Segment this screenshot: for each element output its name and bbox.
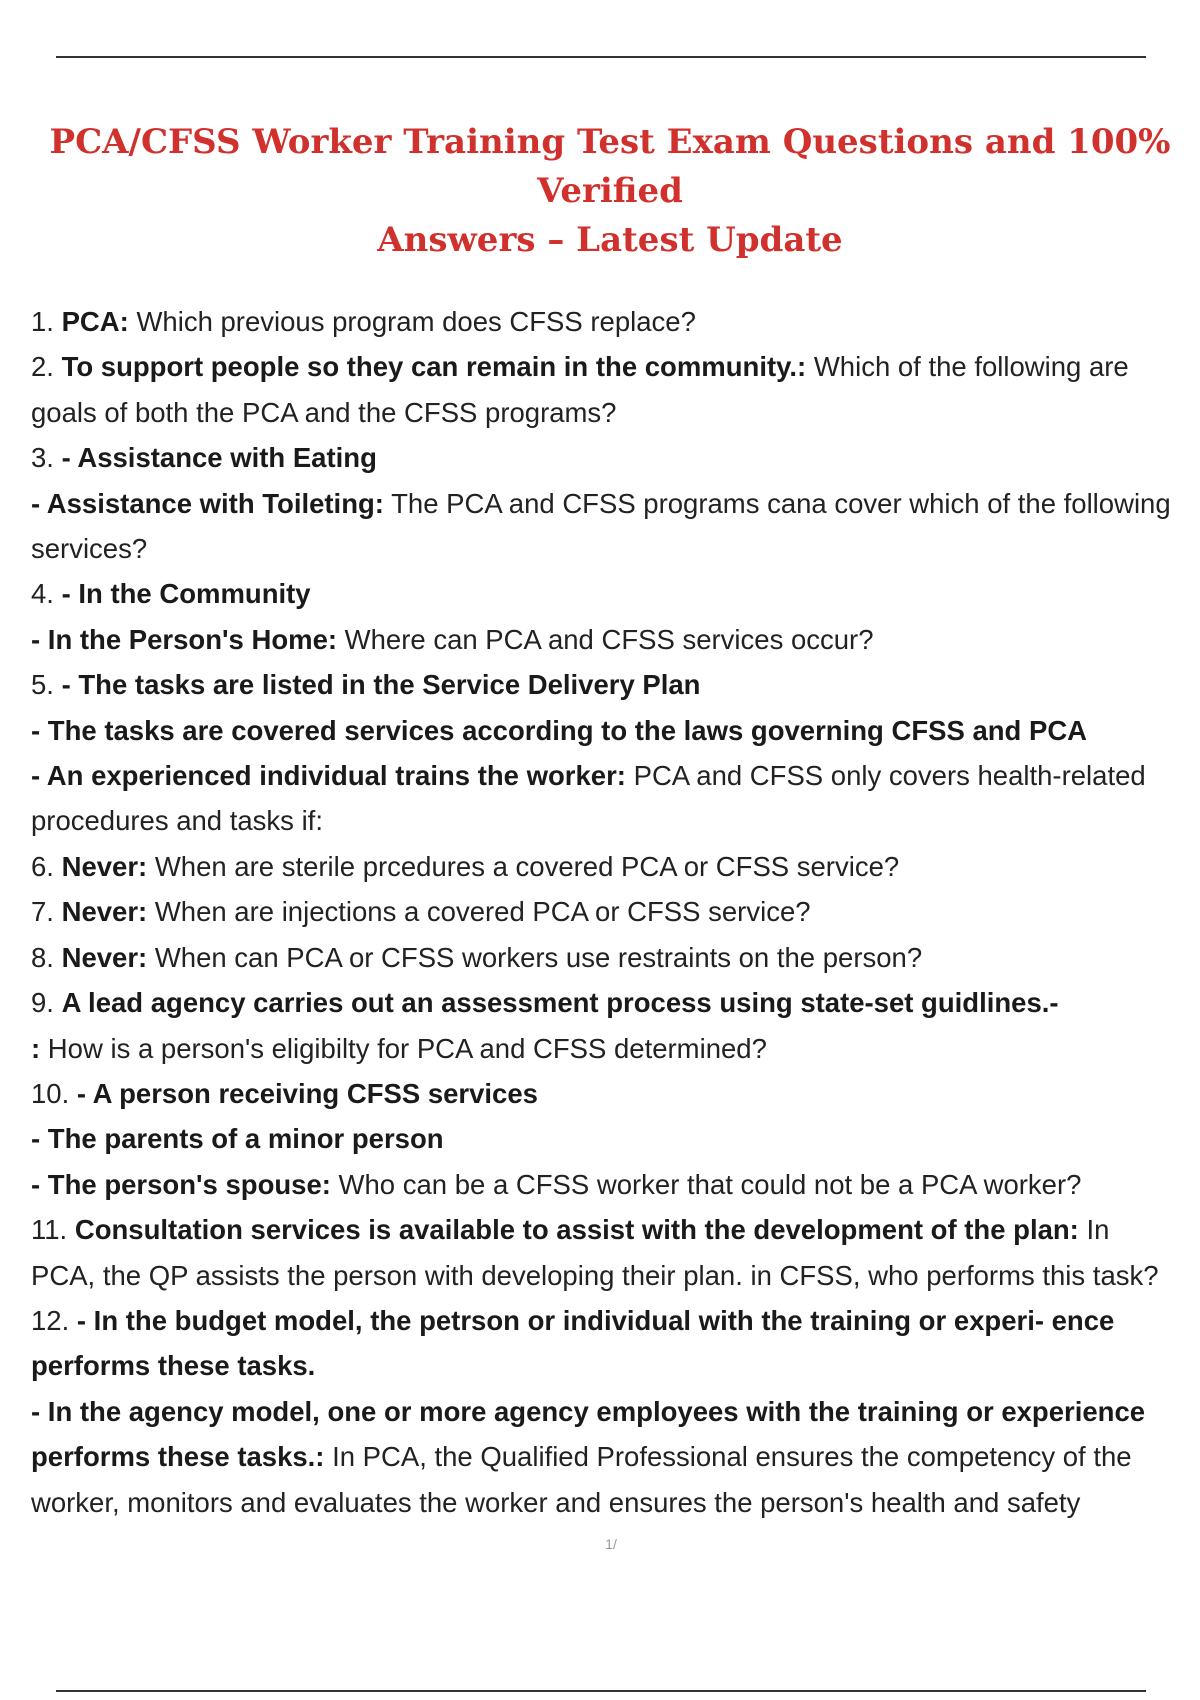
- item-number: 11.: [31, 1214, 68, 1246]
- qa-item-4: [31, 571, 1181, 662]
- item-number: 5.: [31, 669, 54, 701]
- qa-list: [31, 299, 1181, 1525]
- qa-item-8: [31, 935, 1181, 980]
- title-line-2: Answers – Latest Update: [377, 220, 843, 260]
- question-text: When can PCA or CFSS workers use restraints on the person?: [147, 941, 923, 973]
- answer-text: Never:: [61, 941, 148, 973]
- item-number: 8.: [31, 941, 54, 973]
- item-number: 2.: [31, 351, 54, 383]
- question-text: When are sterile prcedures a covered PCA or CFSS service?: [147, 850, 900, 882]
- answer-line: - In the Community: [61, 578, 311, 610]
- answer-line: - In the budget model, the petrson or individual with the training or experi- ence performs these tasks.: [31, 1304, 1115, 1382]
- qa-item-9: [31, 980, 1181, 1071]
- bottom-rule: [56, 1690, 1146, 1692]
- qa-item-10: [31, 1071, 1181, 1207]
- question-text: Which of the following are goals of both the PCA and the CFSS programs?: [31, 351, 1129, 428]
- qa-item-5: [31, 662, 1181, 844]
- item-number: 10.: [31, 1077, 70, 1109]
- question-text: Where can PCA and CFSS services occur?: [337, 623, 874, 655]
- item-number: 12.: [31, 1304, 70, 1336]
- question-text: In PCA, the Qualified Professional ensures the competency of the worker, monitors and evaluates the worker and ensures the person's health and safety: [31, 1441, 1132, 1518]
- top-rule: [56, 56, 1146, 58]
- qa-item-1: [31, 299, 1181, 344]
- answer-text: Consultation services is available to assist with the development of the plan:: [74, 1214, 1079, 1246]
- page-number: 1/: [605, 1536, 617, 1552]
- answer-line: :: [31, 1032, 41, 1064]
- document-title: [40, 118, 1180, 265]
- item-number: 9.: [31, 987, 54, 1019]
- answer-line: - A person receiving CFSS services: [76, 1077, 538, 1109]
- qa-item-3: [31, 435, 1181, 571]
- qa-item-2: [31, 344, 1181, 435]
- item-number: 7.: [31, 896, 54, 928]
- answer-line: - In the agency model, one or more agency employees with the training or experience performs these tasks.:: [31, 1395, 1146, 1473]
- item-number: 4.: [31, 578, 54, 610]
- qa-item-11: [31, 1207, 1181, 1298]
- item-number: 6.: [31, 850, 54, 882]
- answer-line: - The parents of a minor person: [31, 1123, 444, 1155]
- answer-line: A lead agency carries out an assessment process using state-set guidlines.-: [61, 987, 1059, 1019]
- question-text: When are injections a covered PCA or CFSS service?: [147, 896, 811, 928]
- qa-item-6: [31, 844, 1181, 889]
- qa-item-12: [31, 1298, 1181, 1525]
- answer-line: - In the Person's Home:: [31, 623, 338, 655]
- answer-text: Never:: [61, 896, 148, 928]
- question-text: Who can be a CFSS worker that could not be a PCA worker?: [330, 1168, 1082, 1200]
- item-number: 1.: [31, 306, 54, 337]
- answer-line: - Assistance with Eating: [61, 442, 377, 474]
- answer-line: - The person's spouse:: [31, 1168, 331, 1200]
- answer-line: - Assistance with Toileting:: [31, 487, 384, 519]
- qa-item-7: [31, 889, 1181, 934]
- answer-text: PCA:: [61, 306, 129, 337]
- question-text: How is a person's eligibilty for PCA and CFSS determined?: [40, 1032, 767, 1064]
- question-text: The PCA and CFSS programs cana cover which of the following services?: [31, 487, 1171, 565]
- question-text: In PCA, the QP assists the person with developing their plan. in CFSS, who performs this task?: [31, 1214, 1159, 1291]
- answer-line: - The tasks are covered services according to the laws governing CFSS and PCA: [31, 714, 1088, 746]
- question-text: Which previous program does CFSS replace?: [128, 306, 696, 337]
- title-line-1: PCA/CFSS Worker Training Test Exam Questions and 100% Verified: [49, 122, 1171, 211]
- answer-text: To support people so they can remain in the community.:: [61, 351, 807, 383]
- question-text: PCA and CFSS only covers health-related procedures and tasks if:: [31, 760, 1146, 837]
- answer-line: - The tasks are listed in the Service Delivery Plan: [61, 669, 701, 701]
- answer-text: Never:: [61, 850, 148, 882]
- item-number: 3.: [31, 442, 54, 474]
- answer-line: - An experienced individual trains the worker:: [31, 760, 626, 792]
